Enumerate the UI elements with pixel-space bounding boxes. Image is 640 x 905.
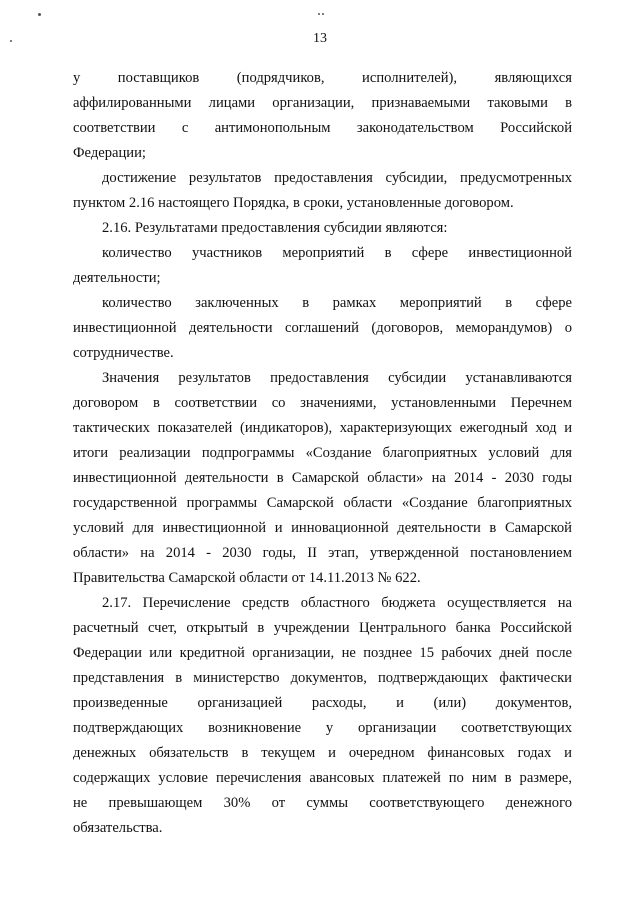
paragraph — [73, 166, 572, 216]
text-line: соответствии с антимонопольным законодательством Российской — [73, 120, 572, 136]
text-line: Федерации; — [73, 145, 146, 161]
text-line: 2.16. Результатами предоставления субсидии являются: — [102, 220, 448, 236]
text-line: произведенные организацией расходы, и (или) документов, — [73, 695, 572, 711]
text-line: подтверждающих возникновение у организации соответствующих — [73, 720, 572, 736]
text-line: не превышающем 30% от суммы соответствующего денежного — [73, 795, 572, 811]
page-number: 13 — [313, 31, 327, 46]
text-line: Федерации или кредитной организации, не позднее 15 рабочих дней после — [73, 645, 572, 661]
text-line: инвестиционной деятельности соглашений (договоров, меморандумов) о — [73, 320, 572, 336]
text-line: количество участников мероприятий в сфере инвестиционной — [102, 245, 572, 261]
scan-artifact-dot — [318, 13, 320, 15]
text-line: содержащих условие перечисления авансовых платежей по ним в размере, — [73, 770, 572, 786]
text-line: аффилированными лицами организации, признаваемыми таковыми в — [73, 95, 572, 111]
paragraph — [73, 366, 572, 591]
paragraph — [73, 241, 572, 291]
text-line: достижение результатов предоставления субсидии, предусмотренных — [102, 170, 572, 186]
scan-artifact-dot — [322, 13, 324, 15]
text-line: обязательства. — [73, 820, 163, 836]
text-line: сотрудничестве. — [73, 345, 174, 361]
text-line: Правительства Самарской области от 14.11.2013 № 622. — [73, 570, 421, 586]
text-line: итоги реализации подпрограммы «Создание благоприятных условий для — [73, 445, 572, 461]
paragraph — [73, 216, 572, 241]
text-line: расчетный счет, открытый в учреждении Центрального банка Российской — [73, 620, 572, 636]
text-line: области» на 2014 - 2030 годы, II этап, утвержденной постановлением — [73, 545, 572, 561]
text-line: тактических показателей (индикаторов), характеризующих ежегодный ход и — [73, 420, 572, 436]
text-line: деятельности; — [73, 270, 161, 286]
paragraph — [73, 591, 572, 841]
text-line: пунктом 2.16 настоящего Порядка, в сроки, установленные договором. — [73, 195, 514, 211]
text-line: денежных обязательств в текущем и очередном финансовых годах и — [73, 745, 572, 761]
text-line: количество заключенных в рамках мероприятий в сфере — [102, 295, 572, 311]
text-line: представления в министерство документов, подтверждающих фактически — [73, 670, 572, 686]
document-body — [73, 66, 572, 841]
scan-artifact-dot — [38, 13, 41, 16]
paragraph — [73, 66, 572, 166]
text-line: государственной программы Самарской области «Создание благоприятных — [73, 495, 572, 511]
text-line: договором в соответствии со значениями, установленными Перечнем — [73, 395, 572, 411]
paragraph — [73, 291, 572, 366]
text-line: 2.17. Перечисление средств областного бюджета осуществляется на — [102, 595, 572, 611]
text-line: инвестиционной деятельности в Самарской области» на 2014 - 2030 годы — [73, 470, 572, 486]
text-line: Значения результатов предоставления субсидии устанавливаются — [102, 370, 572, 386]
text-line: у поставщиков (подрядчиков, исполнителей), являющихся — [73, 70, 572, 86]
text-line: условий для инвестиционной и инновационной деятельности в Самарской — [73, 520, 572, 536]
